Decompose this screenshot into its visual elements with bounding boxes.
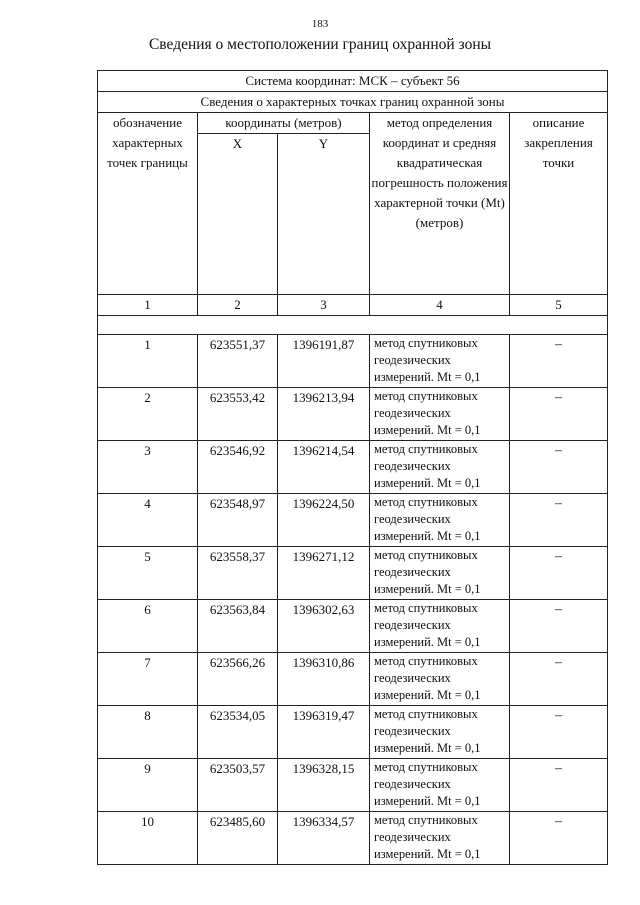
table-row bbox=[98, 494, 608, 547]
y-cell: 1396213,94 bbox=[278, 388, 370, 441]
table-row bbox=[98, 547, 608, 600]
spacer-cell bbox=[98, 316, 608, 335]
x-cell: 623558,37 bbox=[198, 547, 278, 600]
table-row bbox=[98, 812, 608, 865]
point-cell: 6 bbox=[98, 600, 198, 653]
column-number: 4 bbox=[370, 295, 510, 316]
column-number: 5 bbox=[510, 295, 608, 316]
description-cell: – bbox=[510, 812, 608, 865]
point-cell: 3 bbox=[98, 441, 198, 494]
method-cell: метод спутниковых геодезических измерений. Mt = 0,1 bbox=[370, 441, 510, 494]
method-cell: метод спутниковых геодезических измерений. Mt = 0,1 bbox=[370, 335, 510, 388]
y-cell: 1396302,63 bbox=[278, 600, 370, 653]
column-number: 2 bbox=[198, 295, 278, 316]
column-number-row bbox=[98, 295, 608, 316]
table-row bbox=[98, 706, 608, 759]
column-number: 1 bbox=[98, 295, 198, 316]
x-cell: 623485,60 bbox=[198, 812, 278, 865]
coord-system-caption: Система координат: МСК – субъект 56 bbox=[98, 71, 608, 92]
page-title: Сведения о местоположении границ охранной зоны bbox=[148, 36, 492, 53]
description-cell: – bbox=[510, 494, 608, 547]
x-cell: 623534,05 bbox=[198, 706, 278, 759]
point-cell: 10 bbox=[98, 812, 198, 865]
x-cell: 623546,92 bbox=[198, 441, 278, 494]
x-cell: 623551,37 bbox=[198, 335, 278, 388]
x-cell: 623548,97 bbox=[198, 494, 278, 547]
y-cell: 1396328,15 bbox=[278, 759, 370, 812]
x-cell: 623566,26 bbox=[198, 653, 278, 706]
x-cell: 623553,42 bbox=[198, 388, 278, 441]
header-x: X bbox=[198, 134, 278, 295]
point-cell: 4 bbox=[98, 494, 198, 547]
point-cell: 5 bbox=[98, 547, 198, 600]
description-cell: – bbox=[510, 388, 608, 441]
header-description: описание закрепления точки bbox=[510, 113, 608, 295]
point-cell: 1 bbox=[98, 335, 198, 388]
method-cell: метод спутниковых геодезических измерений. Mt = 0,1 bbox=[370, 547, 510, 600]
x-cell: 623563,84 bbox=[198, 600, 278, 653]
coord-system-row bbox=[98, 71, 608, 92]
y-cell: 1396214,54 bbox=[278, 441, 370, 494]
y-cell: 1396191,87 bbox=[278, 335, 370, 388]
point-cell: 8 bbox=[98, 706, 198, 759]
method-cell: метод спутниковых геодезических измерений. Mt = 0,1 bbox=[370, 494, 510, 547]
table-row bbox=[98, 441, 608, 494]
table-row bbox=[98, 388, 608, 441]
table-row bbox=[98, 335, 608, 388]
y-cell: 1396224,50 bbox=[278, 494, 370, 547]
y-cell: 1396271,12 bbox=[278, 547, 370, 600]
points-caption: Сведения о характерных точках границ охранной зоны bbox=[98, 92, 608, 113]
description-cell: – bbox=[510, 653, 608, 706]
point-cell: 2 bbox=[98, 388, 198, 441]
points-caption-row bbox=[98, 92, 608, 113]
table-row bbox=[98, 653, 608, 706]
y-cell: 1396319,47 bbox=[278, 706, 370, 759]
description-cell: – bbox=[510, 706, 608, 759]
table-row bbox=[98, 759, 608, 812]
header-point-designation: обозначение характерных точек границы bbox=[98, 113, 198, 295]
header-coordinates: координаты (метров) bbox=[198, 113, 370, 134]
description-cell: – bbox=[510, 547, 608, 600]
y-cell: 1396310,86 bbox=[278, 653, 370, 706]
header-row bbox=[98, 113, 608, 134]
method-cell: метод спутниковых геодезических измерений. Mt = 0,1 bbox=[370, 759, 510, 812]
column-number: 3 bbox=[278, 295, 370, 316]
point-cell: 7 bbox=[98, 653, 198, 706]
method-cell: метод спутниковых геодезических измерений. Mt = 0,1 bbox=[370, 706, 510, 759]
description-cell: – bbox=[510, 759, 608, 812]
page-number: 183 bbox=[311, 18, 329, 30]
y-cell: 1396334,57 bbox=[278, 812, 370, 865]
spacer-row bbox=[98, 316, 608, 335]
x-cell: 623503,57 bbox=[198, 759, 278, 812]
description-cell: – bbox=[510, 335, 608, 388]
method-cell: метод спутниковых геодезических измерений. Mt = 0,1 bbox=[370, 600, 510, 653]
method-cell: метод спутниковых геодезических измерений. Mt = 0,1 bbox=[370, 812, 510, 865]
description-cell: – bbox=[510, 441, 608, 494]
method-cell: метод спутниковых геодезических измерений. Mt = 0,1 bbox=[370, 388, 510, 441]
header-y: Y bbox=[278, 134, 370, 295]
point-cell: 9 bbox=[98, 759, 198, 812]
method-cell: метод спутниковых геодезических измерений. Mt = 0,1 bbox=[370, 653, 510, 706]
description-cell: – bbox=[510, 600, 608, 653]
table-row bbox=[98, 600, 608, 653]
table-body bbox=[98, 335, 608, 865]
header-method: метод определения координат и средняя квадратическая погрешность положения характерной точки (Mt) (метров) bbox=[370, 113, 510, 295]
boundary-points-table bbox=[97, 70, 608, 865]
